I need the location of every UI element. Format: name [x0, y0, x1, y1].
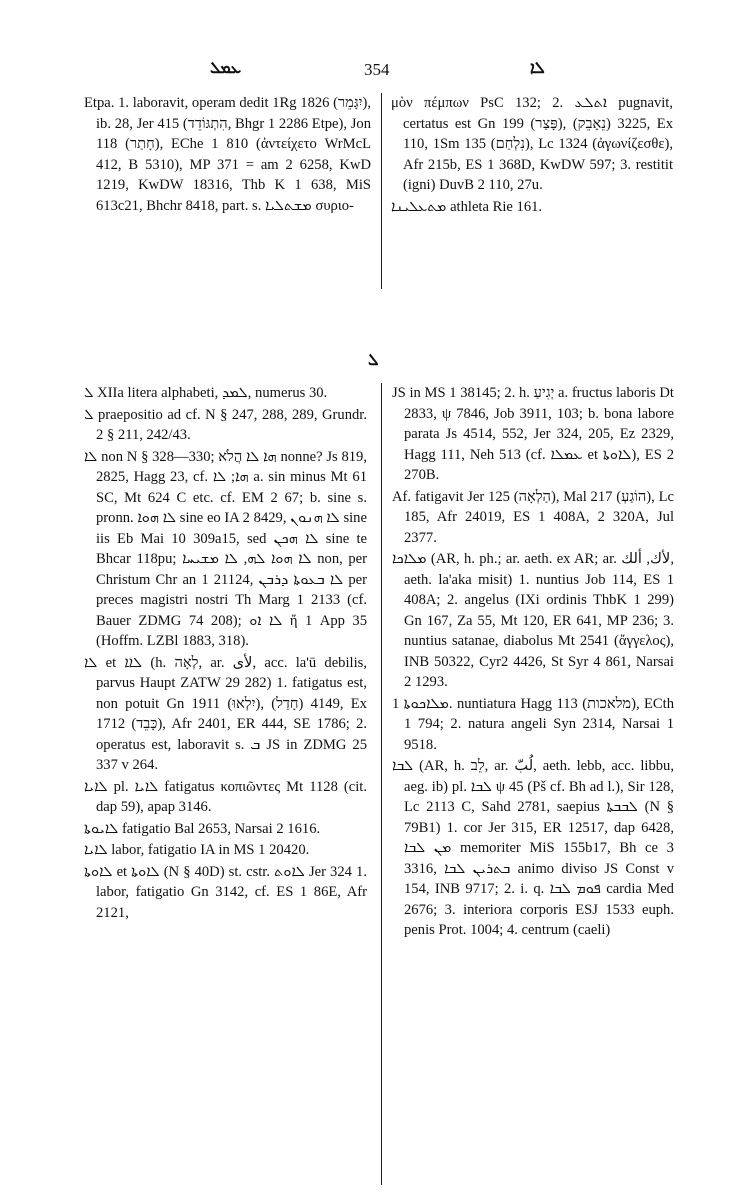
- running-head-right: ܠܐ: [530, 60, 545, 77]
- page-number: 354: [364, 60, 390, 79]
- entry-fatigatio-1: ܠܐܝܘܬܐ fatigatio Bal 2653, Narsai 2 1616.: [84, 820, 321, 837]
- entry-malaka: ܡܠܐܟܐ (AR, h. ph.; ar. aeth. ex AR; ar. لأك, ألك, aeth. la'aka misit) 1. nuntius Job 114, ES 1 408A; 2. angelus (IXi ordinis ThbK 1 299) Gn 167, Za 55, Mt 120, ER 641, MP 236; 3. nuntius satanae, diabolus Mt 2541 (ἄγγελος), INB 50322, Cyr2 4426, St Syr 4 861, Narsai 2 1293.: [392, 551, 674, 690]
- column-top-left: [84, 93, 371, 217]
- entry-js: JS in MS 1 38145; 2. h. יְגִיעַ a. fructus laboris Dt 2833, ψ 7846, Job 3911, 103; b. bona labore parata Js 4514, 552, Jer 324, 205, Ez 2329, Hagg 111, Neh 513 (cf. ܥܡܠܐ et ܠܐܘܬܐ), ES 2 270B.: [392, 385, 674, 483]
- entry-continuation: μὸν πέμπων PsC 132; 2. ܐܬܠܥ pugnavit, certatus est Gn 199 (פָּצַר), 3225 (נֵאָבֵק), Ex 110, 1Sm 135 (נִלְחַם), Lc 1324 (ἀγωνίζεσθε), Afr 215b, ES 1 368D, KwDW 597; 3. restitit (igni) DuvB 2 110, 27u.: [391, 95, 674, 193]
- running-head-left: ܥܡܠ: [210, 60, 242, 77]
- column-bottom-right: [392, 383, 674, 942]
- entry-athleta: ܡܬܥܠܝܢܐ athleta Rie 161.: [391, 198, 543, 215]
- column-divider-top: [381, 93, 382, 289]
- entry-praepositio: ܠ praepositio ad cf. N § 247, 288, 289, Grundr. 2 § 211, 242/43.: [84, 406, 367, 443]
- column-bottom-left: [84, 383, 367, 924]
- entry-pl-fatigatus: ܠܐܝܐ pl. ܠܐܝܐ fatigatus κοπιῶντες Mt 1128 (cit. dap 59), apap 3146.: [84, 778, 367, 815]
- entry-non: ܠܐ non N § 328—330; ܗܐ ܠܐ הֲלֹא nonne? Js 819, 2825, Hagg 23, cf. ܗܐ; ܠܐ a. sin minus Mt 61 SC, Mt 624 C etc. cf. EM 2 67; b. sine s. pronn. ܠܐ ܗܘܐ sine eo IA 2 8429, ܠܐ ܗܢܘܢ sine iis Eb Mai 10 309a15, sed ܠܐ ܗܟܢ sine te Bhcar 118pu; ܠܐ ܗܘܐ ܠܗ, ܠܐ ܡܫܝܚܐ non, per Christum Chr an 1 21124, ܠܐ ܒܥܘܬܐ ܕܪܒܢ per preces magistri nostri Th Marg 1 2133 (cf. Bauer ZDMG 74 208); ܠܐ ܐܘ ἤ 1 App 35 (Hoffm. LZBl 1883, 318).: [84, 448, 368, 649]
- section-letter-lamadh: ܠ: [368, 352, 379, 369]
- entry-litera: ܠ XIIa litera alphabeti, ܠܡܕ, numerus 30.: [84, 385, 328, 401]
- entry-labor: ܠܐܝܐ labor, fatigatio IA in MS 1 20420.: [84, 842, 310, 858]
- entry-fatigatus: ܠܐ et ܠܐܐ (h. לְאָה, ar. لأى, acc. la'ū debilis, parvus Haupt ZATW 29 282) 1. fatigatus est, non potuit Gn 1911 (יִלְאוּ), 4149 (חָדַל), Ex 1712 (כָּבֵד), Afr 2401, ER 444, SE 1786; 2. operatus est, laboravit s. ܒ JS in ZDMG 25 337 v 264.: [84, 654, 367, 773]
- column-top-right: [391, 93, 673, 218]
- entry-lebba: ܠܒܐ (AR, h. לֵב, ar. لُبّ, aeth. lebb, acc. libbu, aeg. ib) pl. ܠܒܐ ψ 45 (Pš cf. Bh ad l.), Sir 128, Lc 2113 C, Sahd 2781, saepius ܠܒܒܬܐ (N § 79B1) 1. cor Jer 315, ER 12517, dap 6428, ܡܢ ܠܒܐ memoriter MiS 155b17, Bh ce 3 3316, ܒܬܪܝܢ ܠܒܐ animo diviso JS Const v 154, INB 9717; 2. i. q. ܦܘܡ ܠܒܐ cardia Med 2676; 3. interiora corporis ESJ 1533 euph. penis Prot. 1004; 4. centrum (caeli): [392, 758, 675, 938]
- column-divider-bottom: [381, 383, 382, 1185]
- entry-af: Af. fatigavit Jer 125 (הַלְאָה), Mal 217 (הוֹגַעְ), Lc 185, Afr 24019, ES 1 408A, 2 320A, Jul 2377.: [392, 488, 674, 546]
- entry-nuntiatura: ܡܠܐܟܘܬܐ 1. nuntiatura Hagg 113 (מלאכות), ECth 1 794; 2. natura angeli Syn 2314, Narsai 1 9518.: [392, 695, 674, 753]
- entry-fatigatio-2: ܠܐܘܬܐ et ܠܐܘܬܐ (N § 40D) st. cstr. ܠܐܘܬ Jer 324 1. labor, fatigatio Gn 3142, cf. ES 1 86E, Afr 2121,: [84, 863, 367, 921]
- entry-etpa: Etpa. 1. laboravit, operam dedit 1Rg 1826 (יִגָּמֵר), ib. 28, Jer 415 (הִתְגּוֹדֵד, Bhgr 1 2286 Etpe), Jon 118 (חָתַר), EChe 1 810 (ἀντείχετο WrMcL 412, B 5310), MP 371 = am 2 6258, KwD 1219, KwDW 18316, Thb K 1 638, MiS 613c21, Bhchr 8418, part. s. ܡܫܬܠܝܐ συριο-: [84, 95, 372, 214]
